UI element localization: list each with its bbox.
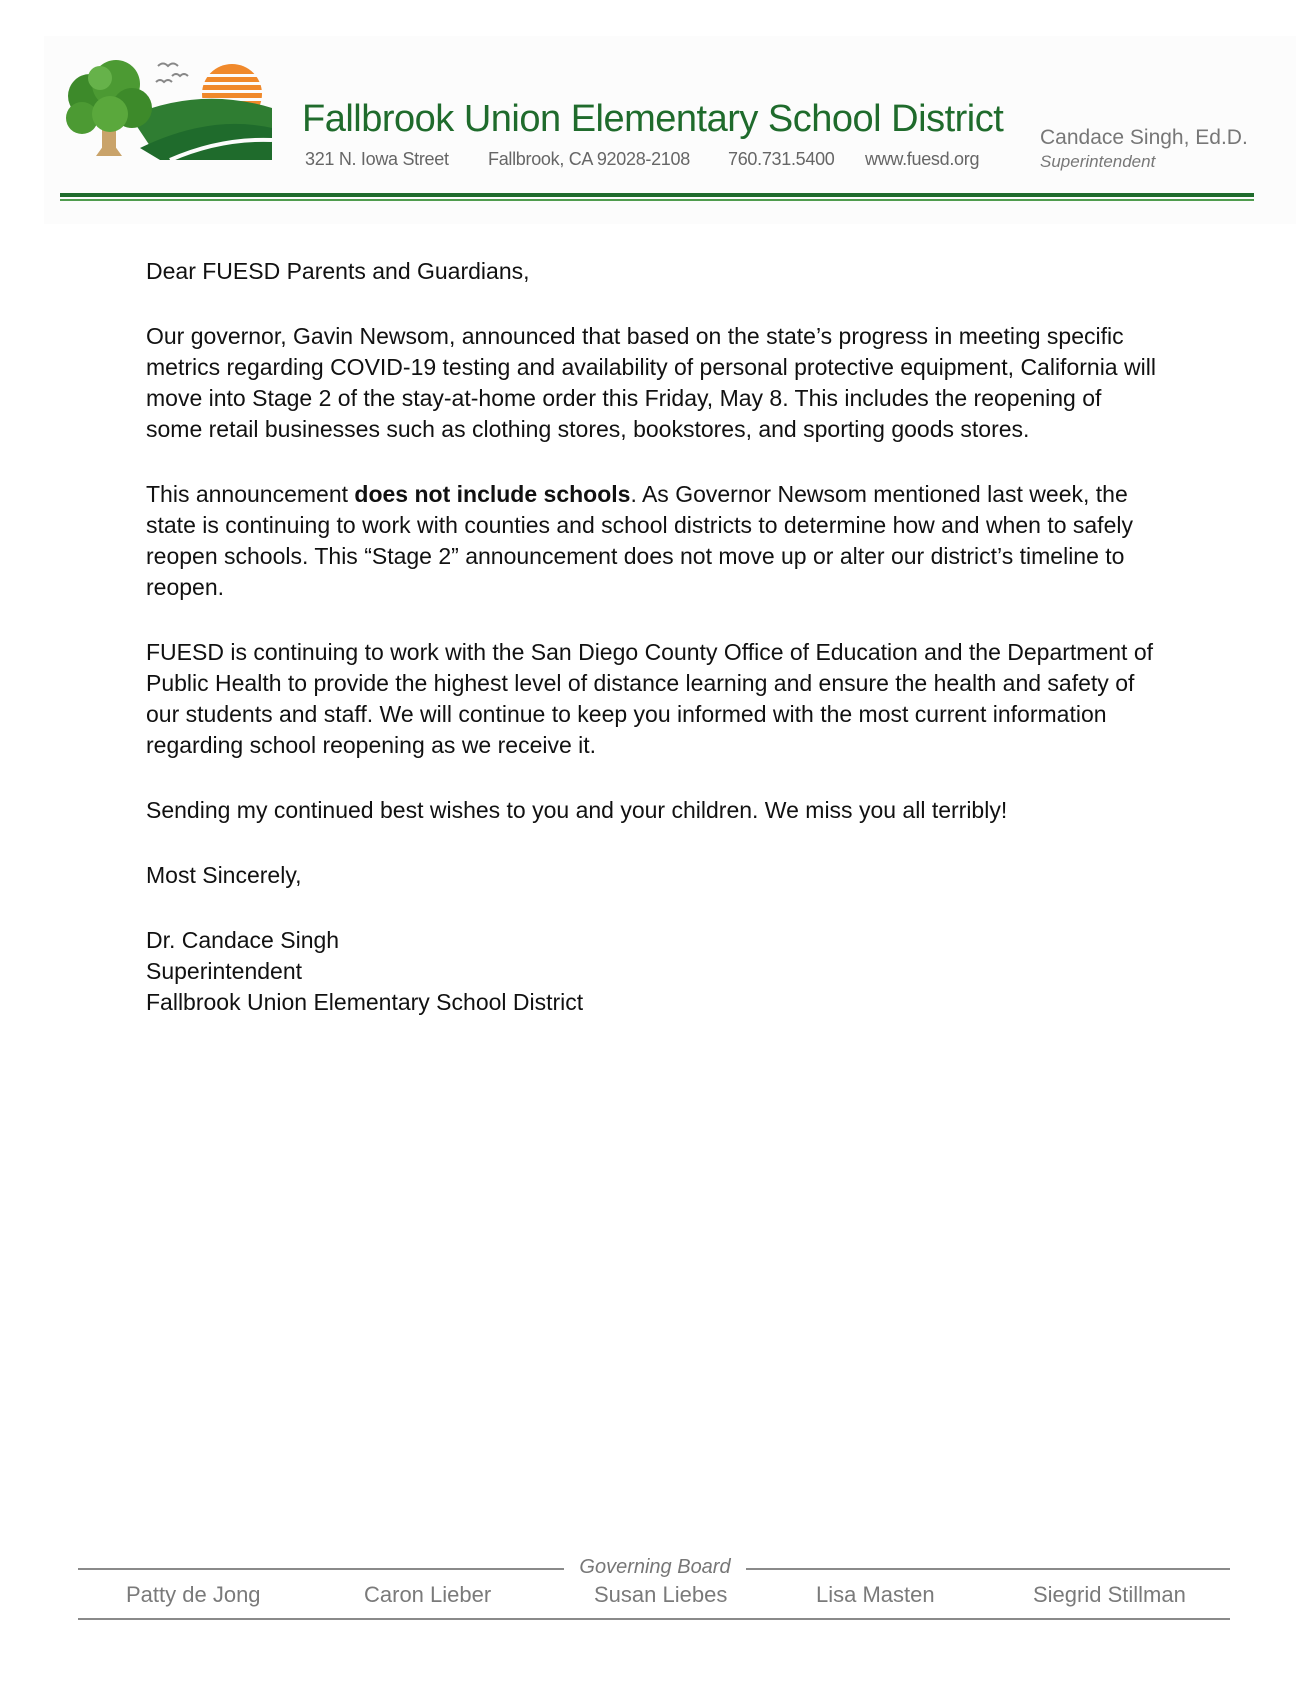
superintendent-title: Superintendent: [1040, 152, 1156, 171]
address: 321 N. Iowa Street: [305, 149, 449, 169]
board-member: Siegrid Stillman: [1033, 1582, 1186, 1607]
header-rule: [60, 193, 1254, 197]
footer-divider: [78, 1568, 564, 1570]
header-rule-thin: [60, 199, 1254, 201]
board-member: Lisa Masten: [816, 1582, 935, 1607]
signer-title: Superintendent: [146, 958, 303, 984]
signer-org: Fallbrook Union Elementary School District: [146, 989, 584, 1015]
paragraph-4: Sending my continued best wishes to you and your children. We miss you all terribly!: [146, 797, 1008, 823]
district-name: Fallbrook Union Elementary School District: [302, 98, 1004, 140]
board-title: Governing Board: [579, 1556, 731, 1578]
salutation: Dear FUESD Parents and Guardians,: [146, 258, 530, 284]
letter-body: [146, 256, 1156, 1018]
city: Fallbrook, CA 92028-2108: [488, 149, 690, 169]
board-member: Patty de Jong: [126, 1582, 261, 1607]
closing: Most Sincerely,: [146, 862, 302, 888]
emphasis: does not include schools: [354, 481, 631, 507]
governing-board-footer: [78, 1548, 1230, 1620]
paragraph-1: Our governor, Gavin Newsom, announced that based on the state’s progress in meeting specific metrics regarding COVID-19 testing and availability of personal protective equipment, California will move into Stage 2 of the stay-at-home order this Friday, May 8. This includes the reopening of some retail businesses such as clothing stores, bookstores, and sporting goods stores.: [146, 323, 1156, 442]
board-member: Caron Lieber: [364, 1582, 492, 1607]
paragraph-3: FUESD is continuing to work with the San Diego County Office of Education and the Department of Public Health to provide the highest level of distance learning and ensure the health and safety of our students and staff. We will continue to keep you informed with the most current information regarding school reopening as we receive it.: [146, 639, 1154, 758]
board-member: Susan Liebes: [594, 1582, 728, 1607]
paragraph-2: This announcement does not include schools. As Governor Newsom mentioned last week, the state is continuing to work with counties and school districts to determine how and when to safely reopen schools. This “Stage 2” announcement does not move up or alter our district’s timeline to reopen.: [146, 481, 1133, 600]
superintendent-name: Candace Singh, Ed.D.: [1040, 126, 1248, 149]
district-logo-icon: [60, 56, 292, 174]
footer-divider: [746, 1568, 1230, 1570]
website: www.fuesd.org: [865, 149, 980, 169]
phone: 760.731.5400: [728, 149, 835, 169]
footer-divider: [78, 1618, 1230, 1620]
signer-name: Dr. Candace Singh: [146, 927, 340, 953]
